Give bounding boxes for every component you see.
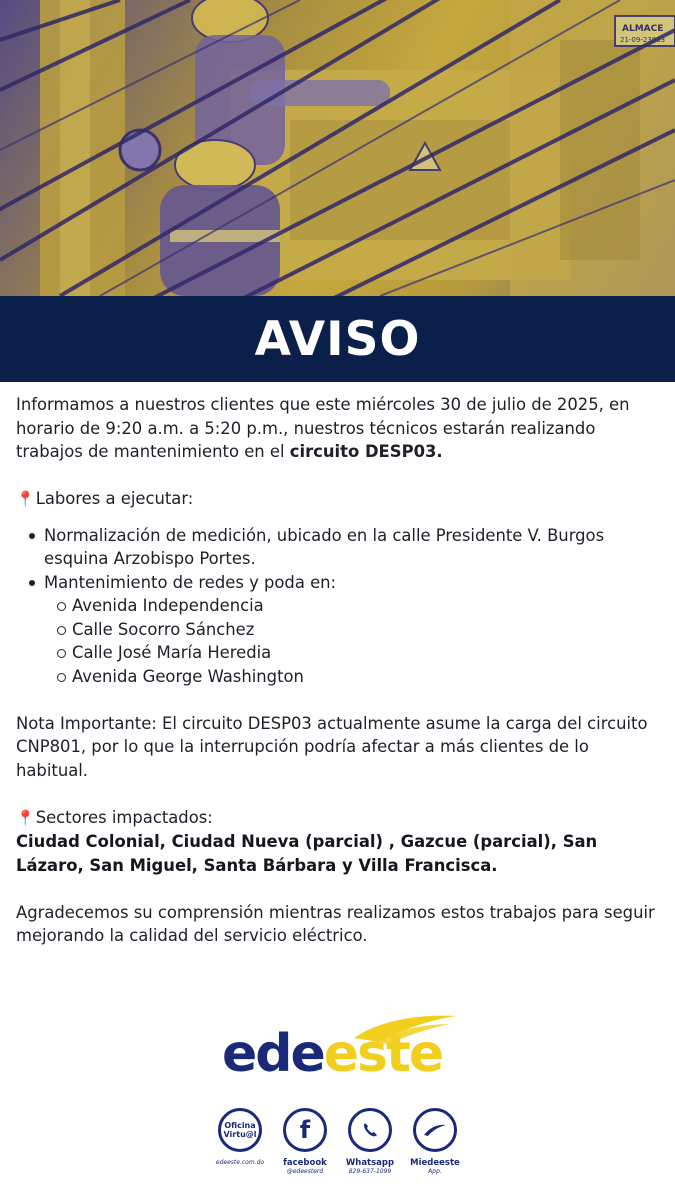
pin-icon: 📍: [16, 490, 35, 508]
labores-heading: [16, 487, 656, 512]
list-item: [44, 571, 656, 689]
intro-text: Informamos a nuestros clientes que este miércoles 30 de julio de 2025, en horario de 9:20 a.m. a 5:20 p.m., nuestros técnicos estarán realizando trabajos de mantenimiento en el: [16, 395, 630, 461]
sectores-heading: [16, 806, 656, 831]
social-sub: @edeesterd: [286, 1168, 324, 1175]
pin-icon: 📍: [16, 808, 35, 827]
edeeste-logo: [222, 1012, 462, 1090]
logo-wordmark: [222, 1024, 442, 1084]
title-banner: [0, 296, 675, 382]
facebook-icon: f: [283, 1108, 327, 1152]
sectores-heading-text: Sectores impactados:: [35, 807, 213, 827]
social-label: facebook: [283, 1158, 327, 1168]
nota-importante: Nota Importante: El circuito DESP03 actualmente asume la carga del circuito CNP801, por lo que la interrupción podría afectar a más clientes de lo habitual.: [16, 713, 648, 780]
hero-code-text: 21-09-23933: [620, 36, 666, 44]
social-label: Miedeeste: [410, 1158, 460, 1168]
street-item: Avenida Independencia: [72, 594, 656, 618]
logo-ede: ede: [222, 1024, 324, 1084]
mi-edeeste-app-link[interactable]: [407, 1108, 463, 1175]
social-sub: edeeste.com.do: [215, 1159, 265, 1166]
list-item-text: Mantenimiento de redes y poda en:: [44, 572, 337, 592]
mi-edeeste-app-icon: [413, 1108, 457, 1152]
whatsapp-icon: [348, 1108, 392, 1152]
whatsapp-link[interactable]: [342, 1108, 398, 1175]
street-item: Calle Socorro Sánchez: [72, 618, 656, 642]
logo-este: este: [323, 1024, 443, 1084]
street-item: Avenida George Washington: [72, 665, 656, 689]
labores-heading-text: Labores a ejecutar:: [35, 489, 194, 508]
list-item: Normalización de medición, ubicado en la calle Presidente V. Burgos esquina Arzobispo Portes.: [44, 524, 656, 571]
labores-list: [16, 524, 656, 689]
social-sub: 829-637-1099: [348, 1168, 392, 1175]
streets-list: [44, 594, 656, 688]
sectores-list: Ciudad Colonial, Ciudad Nueva (parcial) , Gazcue (parcial), San Lázaro, San Miguel, Santa Bárbara y Villa Francisca.: [16, 832, 598, 875]
social-label: Whatsapp: [345, 1158, 395, 1168]
hero-illustration: [0, 0, 675, 296]
hero-sign-text: ALMACE: [622, 24, 664, 34]
notice-body: [16, 393, 656, 948]
intro-paragraph: [16, 393, 656, 464]
circuit-name: circuito DESP03.: [289, 442, 443, 461]
street-item: Calle José María Heredia: [72, 641, 656, 665]
oficina-virtual-icon: Oficina Virtu@l: [218, 1108, 262, 1152]
hero-image: [0, 0, 675, 296]
oficina-virtual-link[interactable]: [212, 1108, 268, 1166]
page-title: AVISO: [254, 311, 421, 367]
facebook-link[interactable]: [277, 1108, 333, 1175]
social-sub: App.: [428, 1168, 442, 1175]
closing-paragraph: Agradecemos su comprensión mientras realizamos estos trabajos para seguir mejorando la calidad del servicio eléctrico.: [16, 902, 655, 945]
social-links: [212, 1108, 472, 1188]
